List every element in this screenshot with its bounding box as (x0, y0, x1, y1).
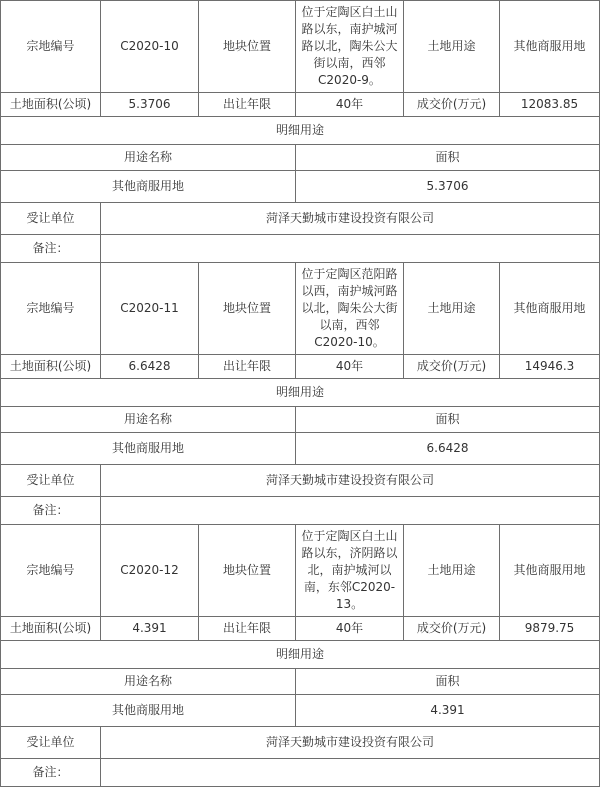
remarks-value (101, 497, 600, 525)
parcel-block-3 (1, 525, 600, 787)
detail-use-header: 明细用途 (1, 379, 600, 407)
use-name-value: 其他商服用地 (1, 695, 296, 727)
location-label: 地块位置 (199, 1, 296, 93)
area-header: 面积 (296, 407, 600, 433)
location-label: 地块位置 (199, 525, 296, 617)
price-value: 12083.85 (500, 93, 600, 117)
land-area-value: 6.6428 (101, 355, 199, 379)
land-use-value: 其他商服用地 (500, 1, 600, 93)
land-area-label: 土地面积(公顷) (1, 617, 101, 641)
location-label: 地块位置 (199, 263, 296, 355)
detail-use-value-row (1, 171, 600, 203)
remarks-value (101, 235, 600, 263)
land-area-value: 4.391 (101, 617, 199, 641)
land-use-value: 其他商服用地 (500, 263, 600, 355)
term-label: 出让年限 (199, 617, 296, 641)
use-name-header: 用途名称 (1, 407, 296, 433)
area-value: 5.3706 (296, 171, 600, 203)
land-area-label: 土地面积(公顷) (1, 355, 101, 379)
price-label: 成交价(万元) (404, 617, 500, 641)
assignee-label: 受让单位 (1, 465, 101, 497)
parcel-main-row (1, 525, 600, 617)
detail-use-header-row (1, 379, 600, 407)
parcel-main-row (1, 263, 600, 355)
land-use-label: 土地用途 (404, 1, 500, 93)
remarks-row (1, 497, 600, 525)
parcel-no-label: 宗地编号 (1, 263, 101, 355)
remarks-row (1, 235, 600, 263)
assignee-value: 菏泽天勤城市建设投资有限公司 (101, 465, 600, 497)
land-use-label: 土地用途 (404, 525, 500, 617)
remarks-value (101, 759, 600, 787)
term-label: 出让年限 (199, 93, 296, 117)
location-value: 位于定陶区白土山路以东，南护城河路以北，陶朱公大街以南，西邻C2020-9。 (296, 1, 404, 93)
term-value: 40年 (296, 355, 404, 379)
remarks-row (1, 759, 600, 787)
parcel-no-value: C2020-12 (101, 525, 199, 617)
remarks-label: 备注： (1, 759, 101, 787)
location-value: 位于定陶区范阳路以西，南护城河路以北，陶朱公大街以南，西邻C2020-10。 (296, 263, 404, 355)
detail-use-subheader-row (1, 669, 600, 695)
price-label: 成交价(万元) (404, 93, 500, 117)
price-label: 成交价(万元) (404, 355, 500, 379)
use-name-value: 其他商服用地 (1, 171, 296, 203)
land-area-label: 土地面积(公顷) (1, 93, 101, 117)
detail-use-subheader-row (1, 145, 600, 171)
area-value: 6.6428 (296, 433, 600, 465)
parcel-no-label: 宗地编号 (1, 525, 101, 617)
use-name-value: 其他商服用地 (1, 433, 296, 465)
assignee-value: 菏泽天勤城市建设投资有限公司 (101, 203, 600, 235)
detail-use-header: 明细用途 (1, 117, 600, 145)
parcel-main-row (1, 1, 600, 93)
assignee-label: 受让单位 (1, 727, 101, 759)
assignee-value: 菏泽天勤城市建设投资有限公司 (101, 727, 600, 759)
price-value: 9879.75 (500, 617, 600, 641)
parcel-area-row (1, 355, 600, 379)
term-value: 40年 (296, 93, 404, 117)
detail-use-value-row (1, 433, 600, 465)
location-value: 位于定陶区白土山路以东，济阴路以北，南护城河以南，东邻C2020-13。 (296, 525, 404, 617)
term-label: 出让年限 (199, 355, 296, 379)
land-use-label: 土地用途 (404, 263, 500, 355)
area-value: 4.391 (296, 695, 600, 727)
detail-use-header-row (1, 117, 600, 145)
remarks-label: 备注： (1, 497, 101, 525)
parcel-no-value: C2020-11 (101, 263, 199, 355)
parcel-area-row (1, 93, 600, 117)
area-header: 面积 (296, 145, 600, 171)
parcel-block-1 (1, 1, 600, 263)
detail-use-header-row (1, 641, 600, 669)
area-header: 面积 (296, 669, 600, 695)
parcel-no-value: C2020-10 (101, 1, 199, 93)
land-use-value: 其他商服用地 (500, 525, 600, 617)
assignee-row (1, 727, 600, 759)
parcel-no-label: 宗地编号 (1, 1, 101, 93)
use-name-header: 用途名称 (1, 145, 296, 171)
parcel-block-2 (1, 263, 600, 525)
parcel-area-row (1, 617, 600, 641)
price-value: 14946.3 (500, 355, 600, 379)
detail-use-subheader-row (1, 407, 600, 433)
detail-use-header: 明细用途 (1, 641, 600, 669)
remarks-label: 备注： (1, 235, 101, 263)
term-value: 40年 (296, 617, 404, 641)
use-name-header: 用途名称 (1, 669, 296, 695)
assignee-row (1, 203, 600, 235)
assignee-label: 受让单位 (1, 203, 101, 235)
detail-use-value-row (1, 695, 600, 727)
assignee-row (1, 465, 600, 497)
land-area-value: 5.3706 (101, 93, 199, 117)
